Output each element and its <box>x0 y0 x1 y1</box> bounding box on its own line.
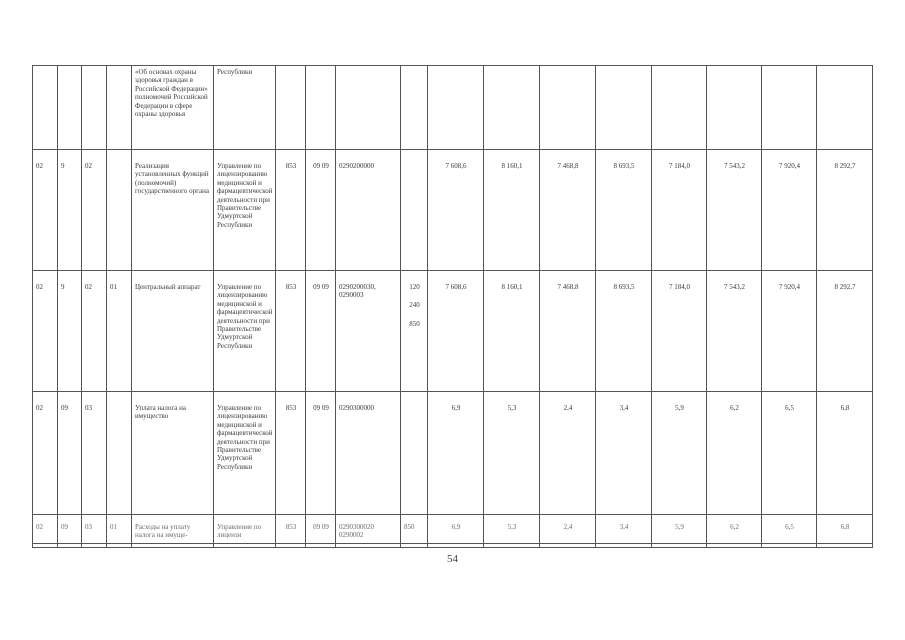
table-cell <box>540 66 596 150</box>
table-cell: Управление по лицензи <box>214 515 276 548</box>
table-cell <box>817 66 873 150</box>
table-cell <box>306 66 336 150</box>
table-cell <box>107 66 132 150</box>
table-cell: 7 920,4 <box>762 271 817 392</box>
table-cell: 9 <box>58 271 82 392</box>
table-cell: 09 <box>58 392 82 515</box>
table-cell: 7 543,2 <box>707 271 762 392</box>
table-cell: 09 09 <box>306 515 336 548</box>
table-cell: 6,2 <box>707 515 762 548</box>
page-number: 54 <box>447 553 458 565</box>
table-cell <box>401 150 428 271</box>
table-cell <box>484 66 540 150</box>
table-cell: 6,8 <box>817 515 873 548</box>
table-cell: Расходы на уплату налога на имуще- <box>132 515 214 548</box>
table-cell: 5,3 <box>484 515 540 548</box>
table-cell: 02 <box>33 515 58 548</box>
table-cell: 6,2 <box>707 392 762 515</box>
table-cell: 02 <box>82 150 107 271</box>
table-row <box>33 392 873 515</box>
table-row <box>33 66 873 150</box>
table-cell: Республики <box>214 66 276 150</box>
table-cell: 7 184,0 <box>652 271 707 392</box>
table-cell <box>707 66 762 150</box>
budget-table <box>32 65 873 548</box>
table-cell: 8 693,5 <box>596 150 652 271</box>
table-cell: 7 468,8 <box>540 150 596 271</box>
table-cell: 8 693,5 <box>596 271 652 392</box>
table-cell: 09 <box>58 515 82 548</box>
table-cell: Уплата налога на имущество <box>132 392 214 515</box>
table-cell: 7 543,2 <box>707 150 762 271</box>
table-row <box>33 150 873 271</box>
table-cell: 6,9 <box>428 515 484 548</box>
table-cell: 8 160,1 <box>484 271 540 392</box>
table-cell: 850 <box>401 515 428 548</box>
table-cell <box>107 392 132 515</box>
table-cell: 7 920,4 <box>762 150 817 271</box>
table-cell: 2,4 <box>540 515 596 548</box>
table-cell: 6,5 <box>762 392 817 515</box>
table-cell: 853 <box>276 271 306 392</box>
table-cell: 7 608,6 <box>428 150 484 271</box>
table-cell: 7 184,0 <box>652 150 707 271</box>
table-cell: 02 <box>82 271 107 392</box>
table-cell: 7 468,8 <box>540 271 596 392</box>
table-cell <box>58 66 82 150</box>
table-cell: 0290300000 <box>336 392 401 515</box>
table-cell <box>336 66 401 150</box>
table-cell <box>762 66 817 150</box>
table-cell <box>428 66 484 150</box>
table-cell: 9 <box>58 150 82 271</box>
table-cell: 0290200030, 0290003 <box>336 271 401 392</box>
table-row <box>33 271 873 392</box>
table-cell: 8 292,7 <box>817 150 873 271</box>
table-cell: 3,4 <box>596 515 652 548</box>
table-cell <box>401 392 428 515</box>
cell-line: 240 <box>409 301 420 310</box>
table-cell: Управление по лицензированию медицинской и фармацевтической деятельности при Правительстве Удмуртской Республики <box>214 392 276 515</box>
table-cell: 5,3 <box>484 392 540 515</box>
table-cell <box>401 66 428 150</box>
table-cell: 853 <box>276 515 306 548</box>
table-cell: Реализация установленных функций (полномочий) государственного органа <box>132 150 214 271</box>
table-cell: «Об основах охраны здоровья граждан в Российской Федерации» полномочий Российской Федерации в сфере охраны здоровья <box>132 66 214 150</box>
table-cell: 5,9 <box>652 515 707 548</box>
table-cell: 0290300020 0290002 <box>336 515 401 548</box>
cell-line: 120 <box>409 283 420 291</box>
table-cell <box>401 271 428 392</box>
table-cell: 09 09 <box>306 271 336 392</box>
table-cell: 3,4 <box>596 392 652 515</box>
table-cell: 03 <box>82 515 107 548</box>
table-cell <box>596 66 652 150</box>
table-cell: 7 608,6 <box>428 271 484 392</box>
table-cell: 2,4 <box>540 392 596 515</box>
table-cell <box>107 150 132 271</box>
table-cell: Управление по лицензированию медицинской и фармацевтической деятельности при Правительстве Удмуртской Республики <box>214 150 276 271</box>
table-cell: 5,9 <box>652 392 707 515</box>
table-cell: 6,9 <box>428 392 484 515</box>
table-cell: 09 09 <box>306 150 336 271</box>
table-cell: 02 <box>33 392 58 515</box>
table-cell: Центральный аппарат <box>132 271 214 392</box>
table-cell: 8 292,7 <box>817 271 873 392</box>
table-cell: 03 <box>82 392 107 515</box>
cell-line: 850 <box>409 319 420 328</box>
table-cell: 6,8 <box>817 392 873 515</box>
table-cell: Управление по лицензированию медицинской и фармацевтической деятельности при Правительстве Удмуртской Республики <box>214 271 276 392</box>
table-cell <box>652 66 707 150</box>
table-cell <box>82 66 107 150</box>
table-cell <box>276 66 306 150</box>
table-cell <box>33 66 58 150</box>
table-cell: 01 <box>107 515 132 548</box>
table-cell: 853 <box>276 150 306 271</box>
bottom-rule <box>32 543 872 544</box>
table-cell: 0290200000 <box>336 150 401 271</box>
table-cell: 6,5 <box>762 515 817 548</box>
table-cell: 853 <box>276 392 306 515</box>
table-cell: 01 <box>107 271 132 392</box>
table-cell: 8 160,1 <box>484 150 540 271</box>
table-cell: 02 <box>33 150 58 271</box>
table-cell: 09 09 <box>306 392 336 515</box>
table-cell: 02 <box>33 271 58 392</box>
